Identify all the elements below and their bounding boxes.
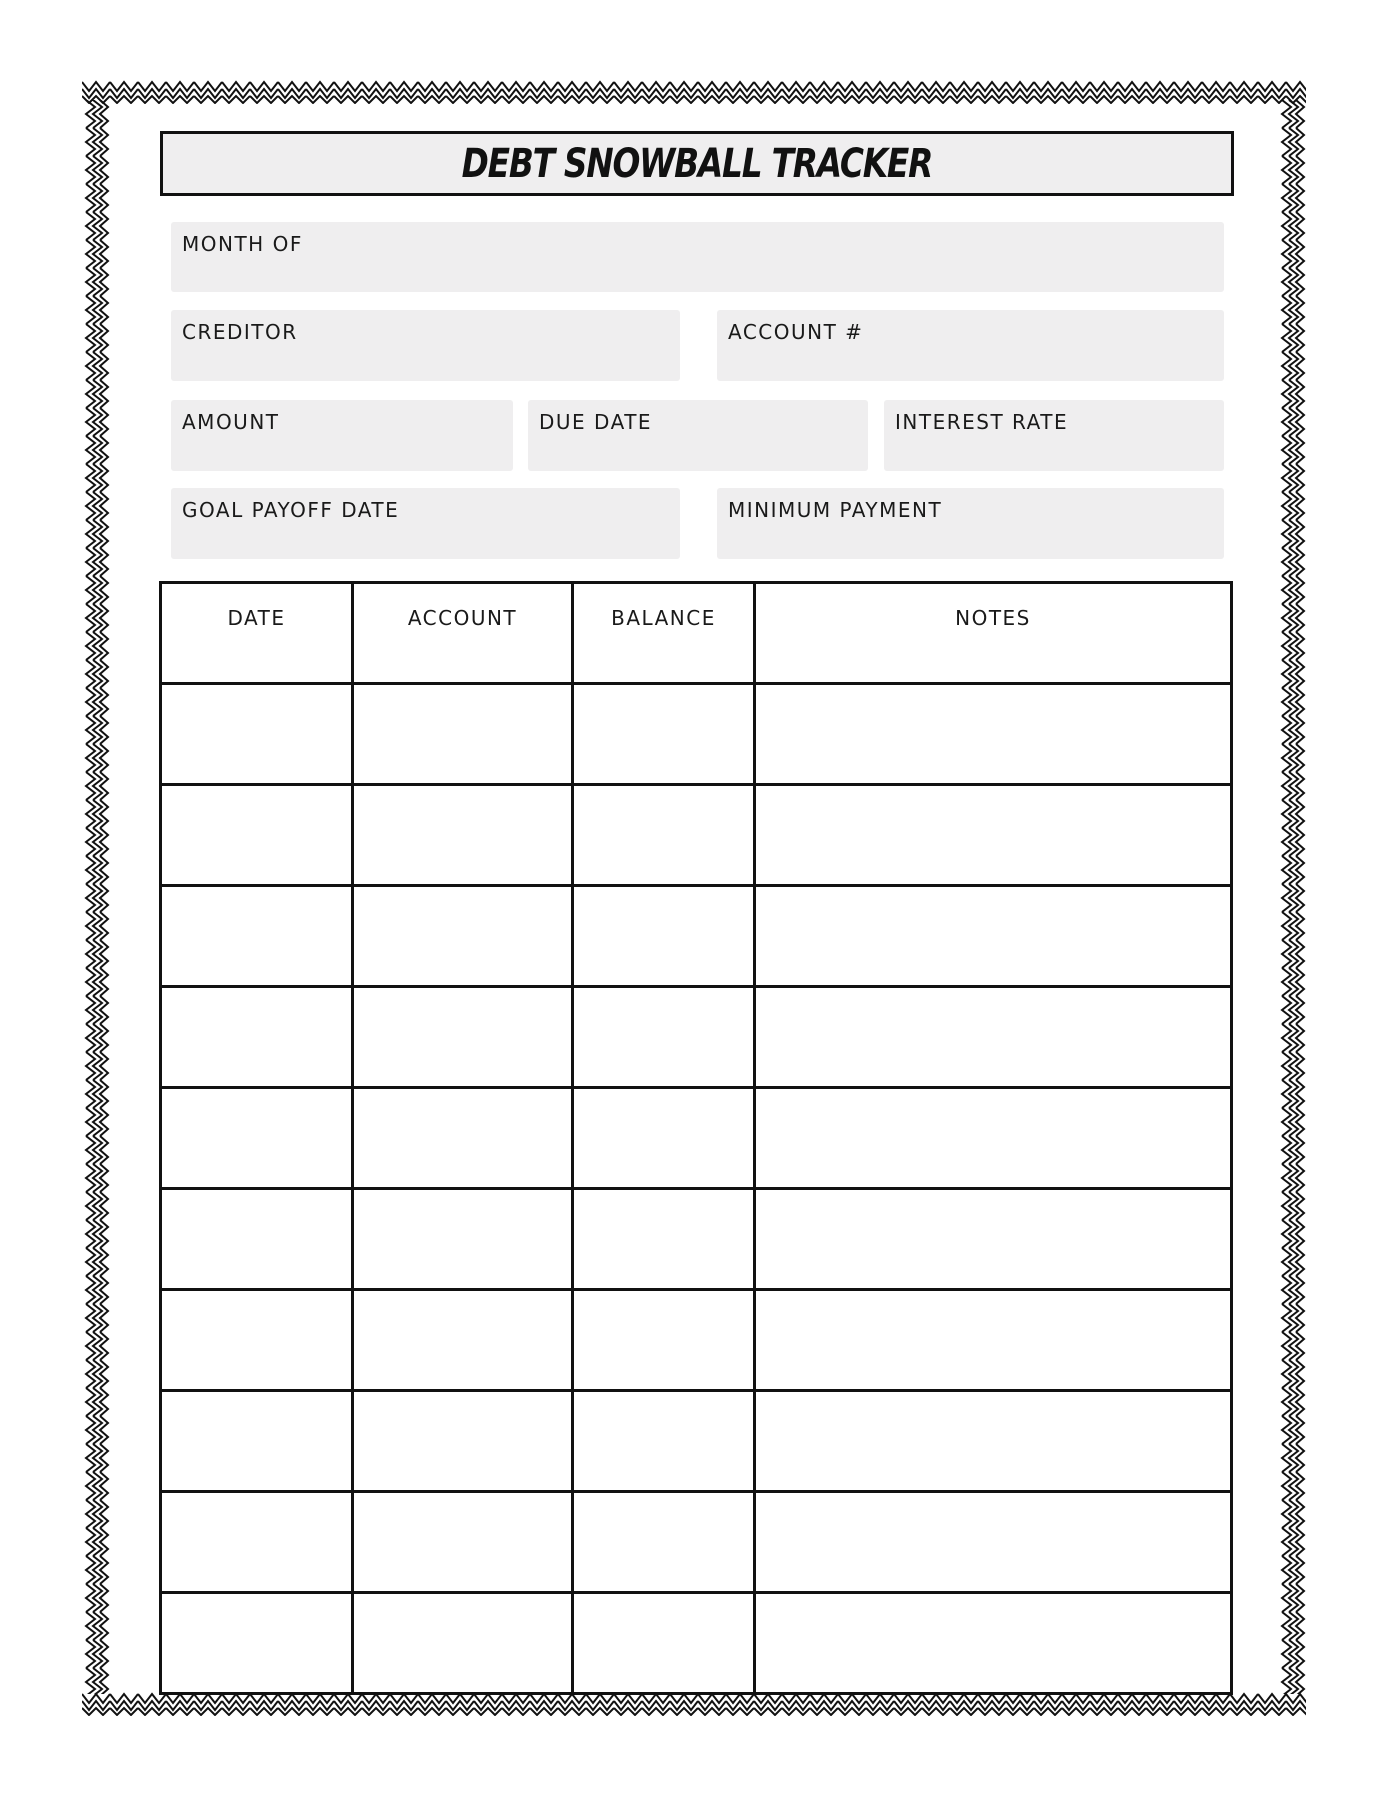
table-row [161, 1290, 1232, 1391]
due-date-label: DUE DATE [539, 410, 653, 434]
column-header-label: DATE [227, 606, 286, 630]
table-cell[interactable] [755, 1391, 1232, 1492]
table-cell[interactable] [161, 1290, 353, 1391]
table-cell[interactable] [755, 1088, 1232, 1189]
column-header-label: NOTES [955, 606, 1031, 630]
column-header-balance [573, 583, 755, 684]
table-row [161, 1189, 1232, 1290]
table-cell[interactable] [353, 1593, 573, 1694]
table-cell[interactable] [755, 987, 1232, 1088]
table-cell[interactable] [161, 1189, 353, 1290]
table-cell[interactable] [755, 1492, 1232, 1593]
amount-field[interactable] [171, 400, 513, 471]
account-number-label: ACCOUNT # [728, 320, 864, 344]
table-cell[interactable] [755, 684, 1232, 785]
table-cell[interactable] [573, 987, 755, 1088]
table-row [161, 987, 1232, 1088]
table-cell[interactable] [353, 987, 573, 1088]
table-cell[interactable] [755, 886, 1232, 987]
table-row [161, 1088, 1232, 1189]
page-title: DEBT SNOWBALL TRACKER [461, 140, 933, 187]
table-cell[interactable] [353, 1189, 573, 1290]
column-header-account [353, 583, 573, 684]
table-cell[interactable] [755, 1189, 1232, 1290]
table-cell[interactable] [573, 785, 755, 886]
table-cell[interactable] [755, 1290, 1232, 1391]
table-cell[interactable] [353, 1088, 573, 1189]
table-row [161, 886, 1232, 987]
table-cell[interactable] [161, 1391, 353, 1492]
creditor-field[interactable] [171, 310, 680, 381]
table-cell[interactable] [161, 785, 353, 886]
column-header-notes [755, 583, 1232, 684]
decorative-border-top [82, 78, 1306, 104]
creditor-label: CREDITOR [182, 320, 298, 344]
interest-rate-field[interactable] [884, 400, 1224, 471]
table-cell[interactable] [161, 987, 353, 1088]
table-cell[interactable] [573, 1088, 755, 1189]
column-header-label: BALANCE [611, 606, 716, 630]
table-cell[interactable] [353, 684, 573, 785]
table-cell[interactable] [161, 1088, 353, 1189]
goal-payoff-date-label: GOAL PAYOFF DATE [182, 498, 400, 522]
decorative-border-left [82, 100, 110, 1694]
table-cell[interactable] [353, 886, 573, 987]
account-number-field[interactable] [717, 310, 1224, 381]
table-cell[interactable] [161, 886, 353, 987]
decorative-border-right [1278, 100, 1306, 1694]
table-row [161, 1593, 1232, 1694]
minimum-payment-field[interactable] [717, 488, 1224, 559]
table-body [161, 684, 1232, 1694]
table-cell[interactable] [573, 1492, 755, 1593]
table-cell[interactable] [573, 1593, 755, 1694]
table-cell[interactable] [755, 1593, 1232, 1694]
month-of-label: MONTH OF [182, 232, 303, 256]
table-cell[interactable] [353, 785, 573, 886]
table-cell[interactable] [353, 1492, 573, 1593]
month-of-field[interactable] [171, 222, 1224, 292]
table-cell[interactable] [353, 1290, 573, 1391]
table-row [161, 1391, 1232, 1492]
table-header-row [161, 583, 1232, 684]
goal-payoff-date-field[interactable] [171, 488, 680, 559]
column-header-label: ACCOUNT [407, 606, 518, 630]
table-cell[interactable] [573, 1391, 755, 1492]
tracker-table [159, 581, 1233, 1695]
table-cell[interactable] [573, 1290, 755, 1391]
minimum-payment-label: MINIMUM PAYMENT [728, 498, 943, 522]
title-banner [160, 131, 1234, 196]
table-row [161, 785, 1232, 886]
table-cell[interactable] [161, 684, 353, 785]
column-header-date [161, 583, 353, 684]
table-cell[interactable] [755, 785, 1232, 886]
table-cell[interactable] [161, 1593, 353, 1694]
table-cell[interactable] [161, 1492, 353, 1593]
table-cell[interactable] [353, 1391, 573, 1492]
table-cell[interactable] [573, 1189, 755, 1290]
due-date-field[interactable] [528, 400, 868, 471]
interest-rate-label: INTEREST RATE [895, 410, 1069, 434]
table-row [161, 684, 1232, 785]
table-row [161, 1492, 1232, 1593]
table-cell[interactable] [573, 886, 755, 987]
table-cell[interactable] [573, 684, 755, 785]
amount-label: AMOUNT [182, 410, 280, 434]
